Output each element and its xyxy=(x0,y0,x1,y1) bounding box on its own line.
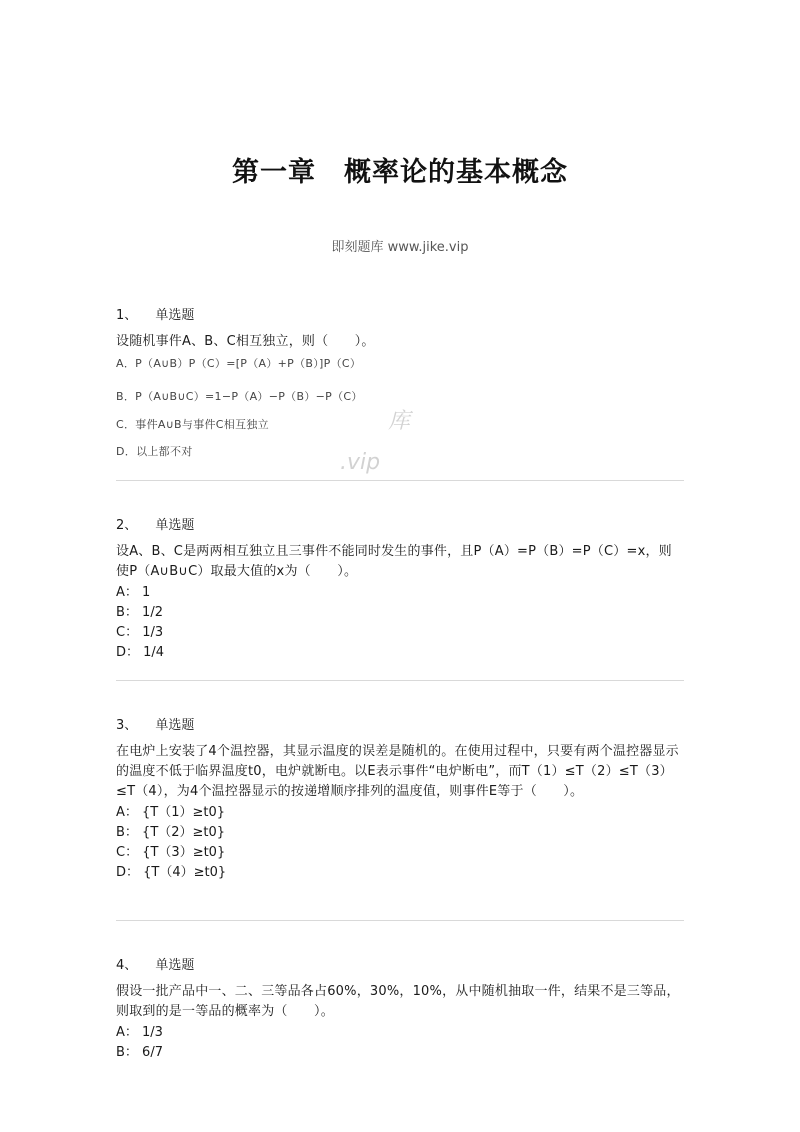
option-d: D： {T（4）≥t0} xyxy=(116,865,227,880)
question-3 xyxy=(116,716,684,883)
question-header xyxy=(116,516,684,536)
question-2 xyxy=(116,516,684,663)
question-number: 4、 xyxy=(116,958,138,973)
question-number: 1、 xyxy=(116,308,138,323)
question-header xyxy=(116,306,684,326)
option-b: B： 1/2 xyxy=(116,605,163,620)
option-c: C： 1/3 xyxy=(116,625,164,640)
option-a: A： {T（1）≥t0} xyxy=(116,805,226,820)
divider xyxy=(116,680,684,681)
question-type: 单选题 xyxy=(155,718,195,733)
option-b: B： {T（2）≥t0} xyxy=(116,825,226,840)
option-c: C．事件A∪B与事件C相互独立 xyxy=(116,418,269,431)
option-b: B： 6/7 xyxy=(116,1045,163,1060)
question-stem: 设A、B、C是两两相互独立且三事件不能同时发生的事件，且P（A）=P（B）=P（C）=x，则使P（A∪B∪C）取最大值的x为（ ）。 xyxy=(116,544,672,579)
option-a: A： 1 xyxy=(116,585,151,600)
question-4 xyxy=(116,956,684,1063)
option-a: A．P（A∪B）P（C）=[P（A）+P（B）]P（C） xyxy=(116,357,362,370)
watermark-top: 库 xyxy=(388,409,411,434)
divider xyxy=(116,480,684,481)
question-stem: 假设一批产品中一、二、三等品各占60%，30%，10%，从中随机抽取一件，结果不是三等品，则取到的是一等品的概率为（ ）。 xyxy=(116,984,680,1019)
option-a: A： 1/3 xyxy=(116,1025,163,1040)
page-title: 第一章 概率论的基本概念 xyxy=(232,157,568,188)
option-d: D： 1/4 xyxy=(116,645,165,660)
option-c: C： {T（3）≥t0} xyxy=(116,845,226,860)
question-1 xyxy=(116,306,684,353)
option-d: D．以上都不对 xyxy=(116,445,193,458)
watermark-bottom: .vip xyxy=(340,450,381,475)
site-subtitle: 即刻题库 www.jike.vip xyxy=(331,240,469,255)
question-type: 单选题 xyxy=(155,518,195,533)
question-header xyxy=(116,956,684,976)
question-number: 3、 xyxy=(116,718,138,733)
option-b: B．P（A∪B∪C）=1−P（A）−P（B）−P（C） xyxy=(116,390,363,403)
question-type: 单选题 xyxy=(155,308,195,323)
question-header xyxy=(116,716,684,736)
question-stem: 设随机事件A、B、C相互独立，则（ ）。 xyxy=(116,334,375,349)
question-type: 单选题 xyxy=(155,958,195,973)
question-number: 2、 xyxy=(116,518,138,533)
question-stem: 在电炉上安装了4个温控器，其显示温度的误差是随机的。在使用过程中，只要有两个温控器显示的温度不低于临界温度t0，电炉就断电。以E表示事件“电炉断电”，而T（1）≤T（2）≤T（3）≤T（4），为4个温控器显示的按递增顺序排列的温度值，则事件E等于（ ）。 xyxy=(116,744,679,799)
divider xyxy=(116,920,684,921)
